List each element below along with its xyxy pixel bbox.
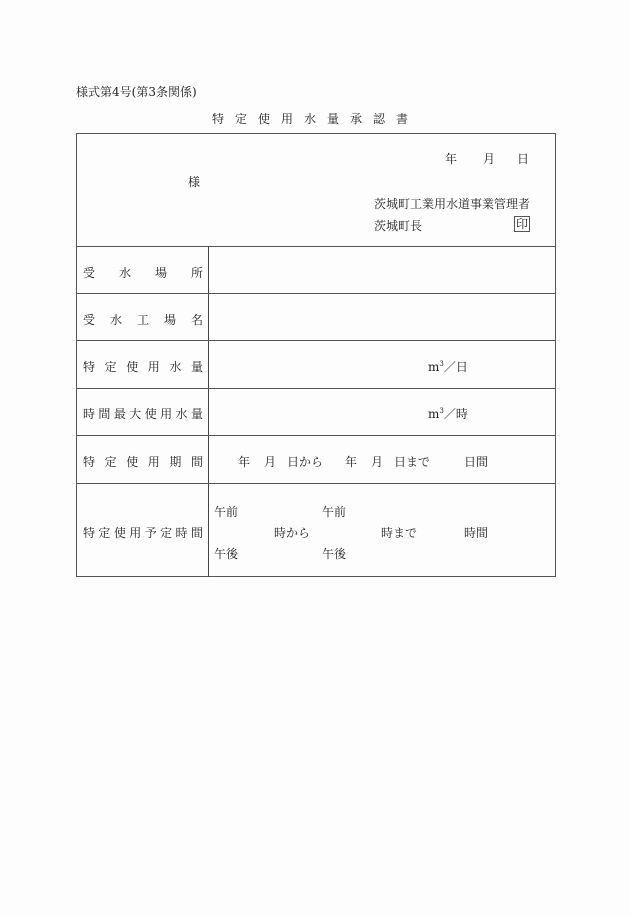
total-hours: 時間 xyxy=(464,526,489,540)
end-am: 午前 xyxy=(322,505,347,519)
label-specified-water-volume: 特 定 使 用 水 量 xyxy=(83,360,203,374)
divider xyxy=(77,483,555,484)
date-year: 年 xyxy=(445,152,458,166)
form-number: 様式第4号(第3条関係) xyxy=(76,85,197,99)
divider xyxy=(77,340,555,341)
divider xyxy=(77,293,555,294)
time-from: 時から xyxy=(274,526,311,540)
period-month-end: 月 xyxy=(371,455,384,469)
approval-form-table xyxy=(76,133,556,577)
time-until: 時まで xyxy=(381,526,418,540)
label-max-hourly-volume: 時 間 最 大 使 用 水 量 xyxy=(83,407,203,421)
start-am: 午前 xyxy=(214,505,239,519)
start-pm: 午後 xyxy=(214,547,239,561)
period-month-start: 月 xyxy=(264,455,277,469)
label-scheduled-time: 特 定 使 用 予 定 時 間 xyxy=(83,526,203,540)
period-year-end: 年 xyxy=(345,455,358,469)
addressee-suffix: 様 xyxy=(188,175,201,189)
period-year-start: 年 xyxy=(238,455,251,469)
issuer-title: 茨城町工業用水道事業管理者 xyxy=(374,197,531,211)
label-receiving-location: 受 水 場 所 xyxy=(83,266,203,280)
document-title: 特定使用水量承認書 xyxy=(212,112,420,126)
period-day-until: 日まで xyxy=(394,455,431,469)
seal-mark: 印 xyxy=(516,217,529,231)
end-pm: 午後 xyxy=(322,547,347,561)
date-month: 月 xyxy=(483,152,496,166)
date-day: 日 xyxy=(517,152,530,166)
period-days: 日間 xyxy=(464,455,489,469)
unit-per-day: $m^3/$日 xyxy=(428,360,468,374)
period-day-from: 日から xyxy=(287,455,324,469)
unit-per-hour: $m^3/$時 xyxy=(428,407,468,421)
divider xyxy=(77,246,555,247)
column-divider xyxy=(208,246,209,577)
divider xyxy=(77,435,555,436)
issuer-name: 茨城町長 xyxy=(374,219,423,233)
divider xyxy=(77,388,555,389)
label-usage-period: 特 定 使 用 期 間 xyxy=(83,455,203,469)
label-receiving-factory: 受 水 工 場 名 xyxy=(83,313,203,327)
